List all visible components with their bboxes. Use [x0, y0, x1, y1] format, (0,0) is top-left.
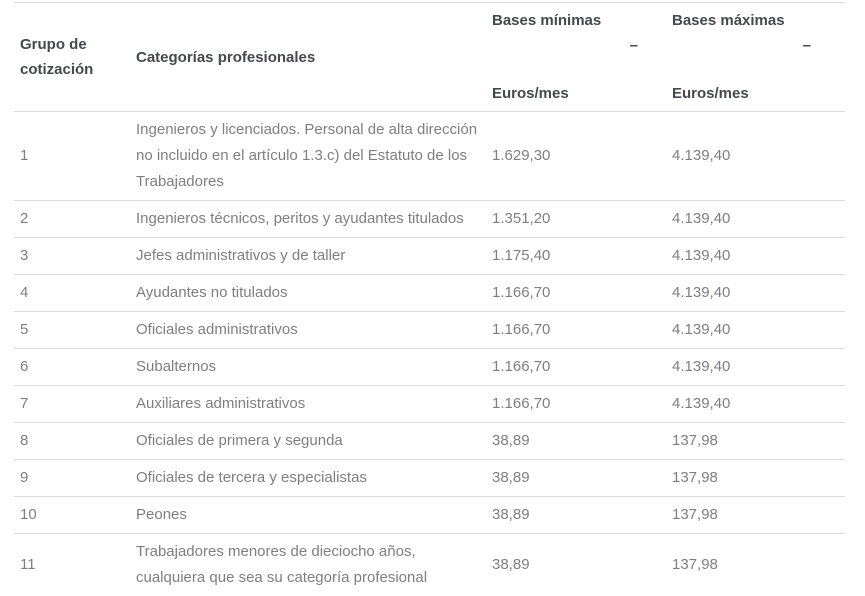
- cell-base-minima: 1.629,30: [492, 112, 672, 201]
- cell-base-maxima: 137,98: [672, 460, 845, 497]
- table-row: [14, 275, 845, 312]
- cotizacion-table: [14, 2, 845, 596]
- cell-categoria-profesional: Oficiales de primera y segunda: [136, 423, 492, 460]
- col-header-categorias-profesionales: [136, 3, 492, 112]
- cell-base-maxima: 4.139,40: [672, 312, 845, 349]
- cell-grupo-cotizacion: 2: [14, 201, 136, 238]
- cell-base-minima: 38,89: [492, 534, 672, 596]
- cell-base-minima: 1.166,70: [492, 386, 672, 423]
- bases-minimas-dash: –: [492, 33, 672, 58]
- cell-grupo-cotizacion: 6: [14, 349, 136, 386]
- cell-grupo-cotizacion: 9: [14, 460, 136, 497]
- table-row: [14, 201, 845, 238]
- cell-grupo-cotizacion: 11: [14, 534, 136, 596]
- table-row: [14, 460, 845, 497]
- cell-base-maxima: 4.139,40: [672, 275, 845, 312]
- bases-maximas-dash: –: [672, 33, 845, 58]
- cell-base-maxima: 137,98: [672, 534, 845, 596]
- col-header-bases-minimas: [492, 3, 672, 112]
- table-row: [14, 112, 845, 201]
- col-header-categorias-label: Categorías profesionales: [136, 45, 492, 70]
- bases-maximas-title: Bases máximas: [672, 8, 845, 33]
- table-row: [14, 497, 845, 534]
- cell-categoria-profesional: Oficiales de tercera y especialistas: [136, 460, 492, 497]
- cell-base-maxima: 4.139,40: [672, 201, 845, 238]
- cell-grupo-cotizacion: 7: [14, 386, 136, 423]
- table-row: [14, 349, 845, 386]
- cell-categoria-profesional: Ingenieros técnicos, peritos y ayudantes titulados: [136, 201, 492, 238]
- cell-base-maxima: 4.139,40: [672, 238, 845, 275]
- table-row: [14, 423, 845, 460]
- bases-minimas-unit: Euros/mes: [492, 81, 672, 106]
- cell-base-minima: 38,89: [492, 423, 672, 460]
- cell-base-maxima: 4.139,40: [672, 349, 845, 386]
- cell-grupo-cotizacion: 4: [14, 275, 136, 312]
- cell-base-maxima: 4.139,40: [672, 112, 845, 201]
- cell-categoria-profesional: Ayudantes no titulados: [136, 275, 492, 312]
- table-row: [14, 386, 845, 423]
- cell-base-minima: 1.166,70: [492, 275, 672, 312]
- col-header-grupo-cotizacion: [14, 3, 136, 112]
- header-row: [14, 3, 845, 112]
- cell-grupo-cotizacion: 10: [14, 497, 136, 534]
- cell-categoria-profesional: Peones: [136, 497, 492, 534]
- cell-base-minima: 1.166,70: [492, 312, 672, 349]
- cell-base-maxima: 137,98: [672, 423, 845, 460]
- table-row: [14, 238, 845, 275]
- cell-categoria-profesional: Ingenieros y licenciados. Personal de alta dirección no incluido en el artículo 1.3.c) del Estatuto de los Trabajadores: [136, 112, 492, 201]
- cell-base-minima: 1.175,40: [492, 238, 672, 275]
- cell-categoria-profesional: Oficiales administrativos: [136, 312, 492, 349]
- table-row: [14, 312, 845, 349]
- table-row: [14, 534, 845, 596]
- cell-base-maxima: 137,98: [672, 497, 845, 534]
- table-header: [14, 3, 845, 112]
- col-header-grupo-label: Grupo de cotización: [20, 32, 136, 82]
- cell-categoria-profesional: Auxiliares administrativos: [136, 386, 492, 423]
- table-body: [14, 112, 845, 596]
- cell-base-maxima: 4.139,40: [672, 386, 845, 423]
- cell-grupo-cotizacion: 5: [14, 312, 136, 349]
- bases-maximas-unit: Euros/mes: [672, 81, 845, 106]
- cell-categoria-profesional: Jefes administrativos y de taller: [136, 238, 492, 275]
- cell-grupo-cotizacion: 3: [14, 238, 136, 275]
- bases-minimas-title: Bases mínimas: [492, 8, 672, 33]
- col-header-bases-maximas: [672, 3, 845, 112]
- cell-base-minima: 1.166,70: [492, 349, 672, 386]
- cell-base-minima: 1.351,20: [492, 201, 672, 238]
- cell-base-minima: 38,89: [492, 497, 672, 534]
- cell-grupo-cotizacion: 1: [14, 112, 136, 201]
- cell-base-minima: 38,89: [492, 460, 672, 497]
- cell-categoria-profesional: Subalternos: [136, 349, 492, 386]
- cell-grupo-cotizacion: 8: [14, 423, 136, 460]
- cell-categoria-profesional: Trabajadores menores de dieciocho años, cualquiera que sea su categoría profesional: [136, 534, 492, 596]
